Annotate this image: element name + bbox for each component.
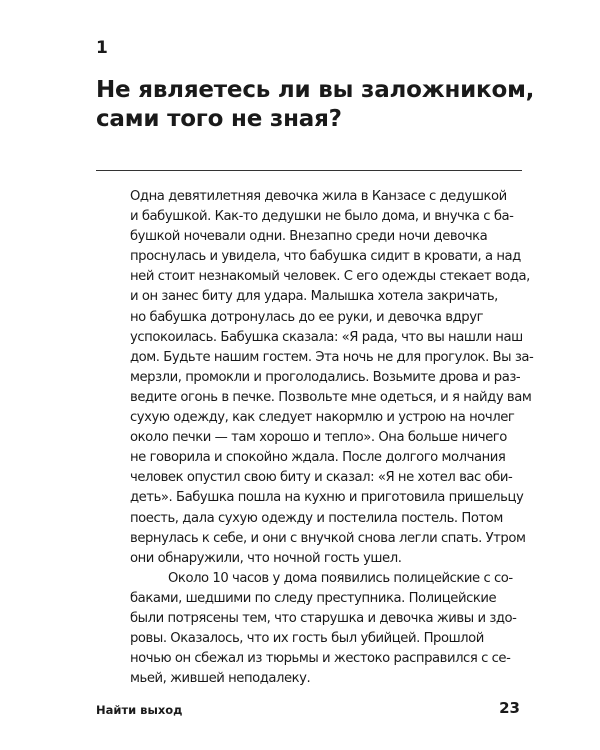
chapter-title (96, 76, 536, 134)
chapter-title-line: Не являетесь ли вы заложником, (96, 77, 535, 103)
text-line: сухую одежду, как следует накормлю и устрою на ночлег (130, 410, 515, 426)
text-line: поесть, дала сухую одежду и постелила постель. Потом (130, 510, 503, 526)
text-line: и бабушкой. Как-то дедушки не было дома, и внучка с ба- (130, 209, 514, 225)
body-text (130, 187, 534, 689)
text-line: Около 10 часов у дома появились полицейские с со- (168, 570, 513, 586)
text-line: дом. Будьте нашим гостем. Эта ночь не для прогулок. Вы за- (130, 349, 534, 365)
text-line: не говорила и спокойно ждала. После долгого молчания (130, 450, 506, 466)
chapter-number: 1 (96, 38, 108, 58)
title-divider (96, 170, 522, 171)
text-line: проснулась и увидела, что бабушка сидит в кровати, а над (130, 249, 521, 265)
text-line: мерзли, промокли и проголодались. Возьмите дрова и раз- (130, 369, 521, 385)
text-line: около печки — там хорошо и тепло». Она больше ничего (130, 430, 507, 446)
text-line: деть». Бабушка пошла на кухню и приготовила пришельцу (130, 490, 524, 506)
text-line: ведите огонь в печке. Позвольте мне одеться, и я найду вам (130, 389, 532, 405)
footer-book-title: Найти выход (96, 703, 183, 717)
text-line: мьей, жившей неподалеку. (130, 671, 311, 687)
text-line: бушкой ночевали одни. Внезапно среди ночи девочка (130, 229, 488, 245)
text-line: Одна девятилетняя девочка жила в Канзасе с дедушкой (130, 189, 507, 204)
paragraph (130, 569, 522, 690)
text-line: были потрясены тем, что старушка и девочка живы и здо- (130, 610, 517, 626)
text-line: вернулась к себе, и они с внучкой снова легли спать. Утром (130, 530, 526, 546)
page-number: 23 (499, 699, 520, 717)
chapter-title-line: сами того не зная? (96, 106, 342, 132)
paragraph (130, 187, 534, 569)
text-line: ней стоит незнакомый человек. С его одежды стекает вода, (130, 269, 530, 285)
text-line: но бабушка дотронулась до ее руки, и девочка вдруг (130, 309, 484, 325)
text-line: успокоилась. Бабушка сказала: «Я рада, что вы нашли наш (130, 329, 523, 345)
text-line: человек опустил свою биту и сказал: «Я не хотел вас оби- (130, 470, 513, 486)
text-line: и он занес биту для удара. Малышка хотела закричать, (130, 289, 498, 305)
text-line: ночью он сбежал из тюрьмы и жестоко расправился с се- (130, 651, 511, 667)
text-line: баками, шедшими по следу преступника. Полицейские (130, 590, 497, 606)
text-line: они обнаружили, что ночной гость ушел. (130, 550, 402, 566)
text-line: ровы. Оказалось, что их гость был убийцей. Прошлой (130, 631, 484, 647)
